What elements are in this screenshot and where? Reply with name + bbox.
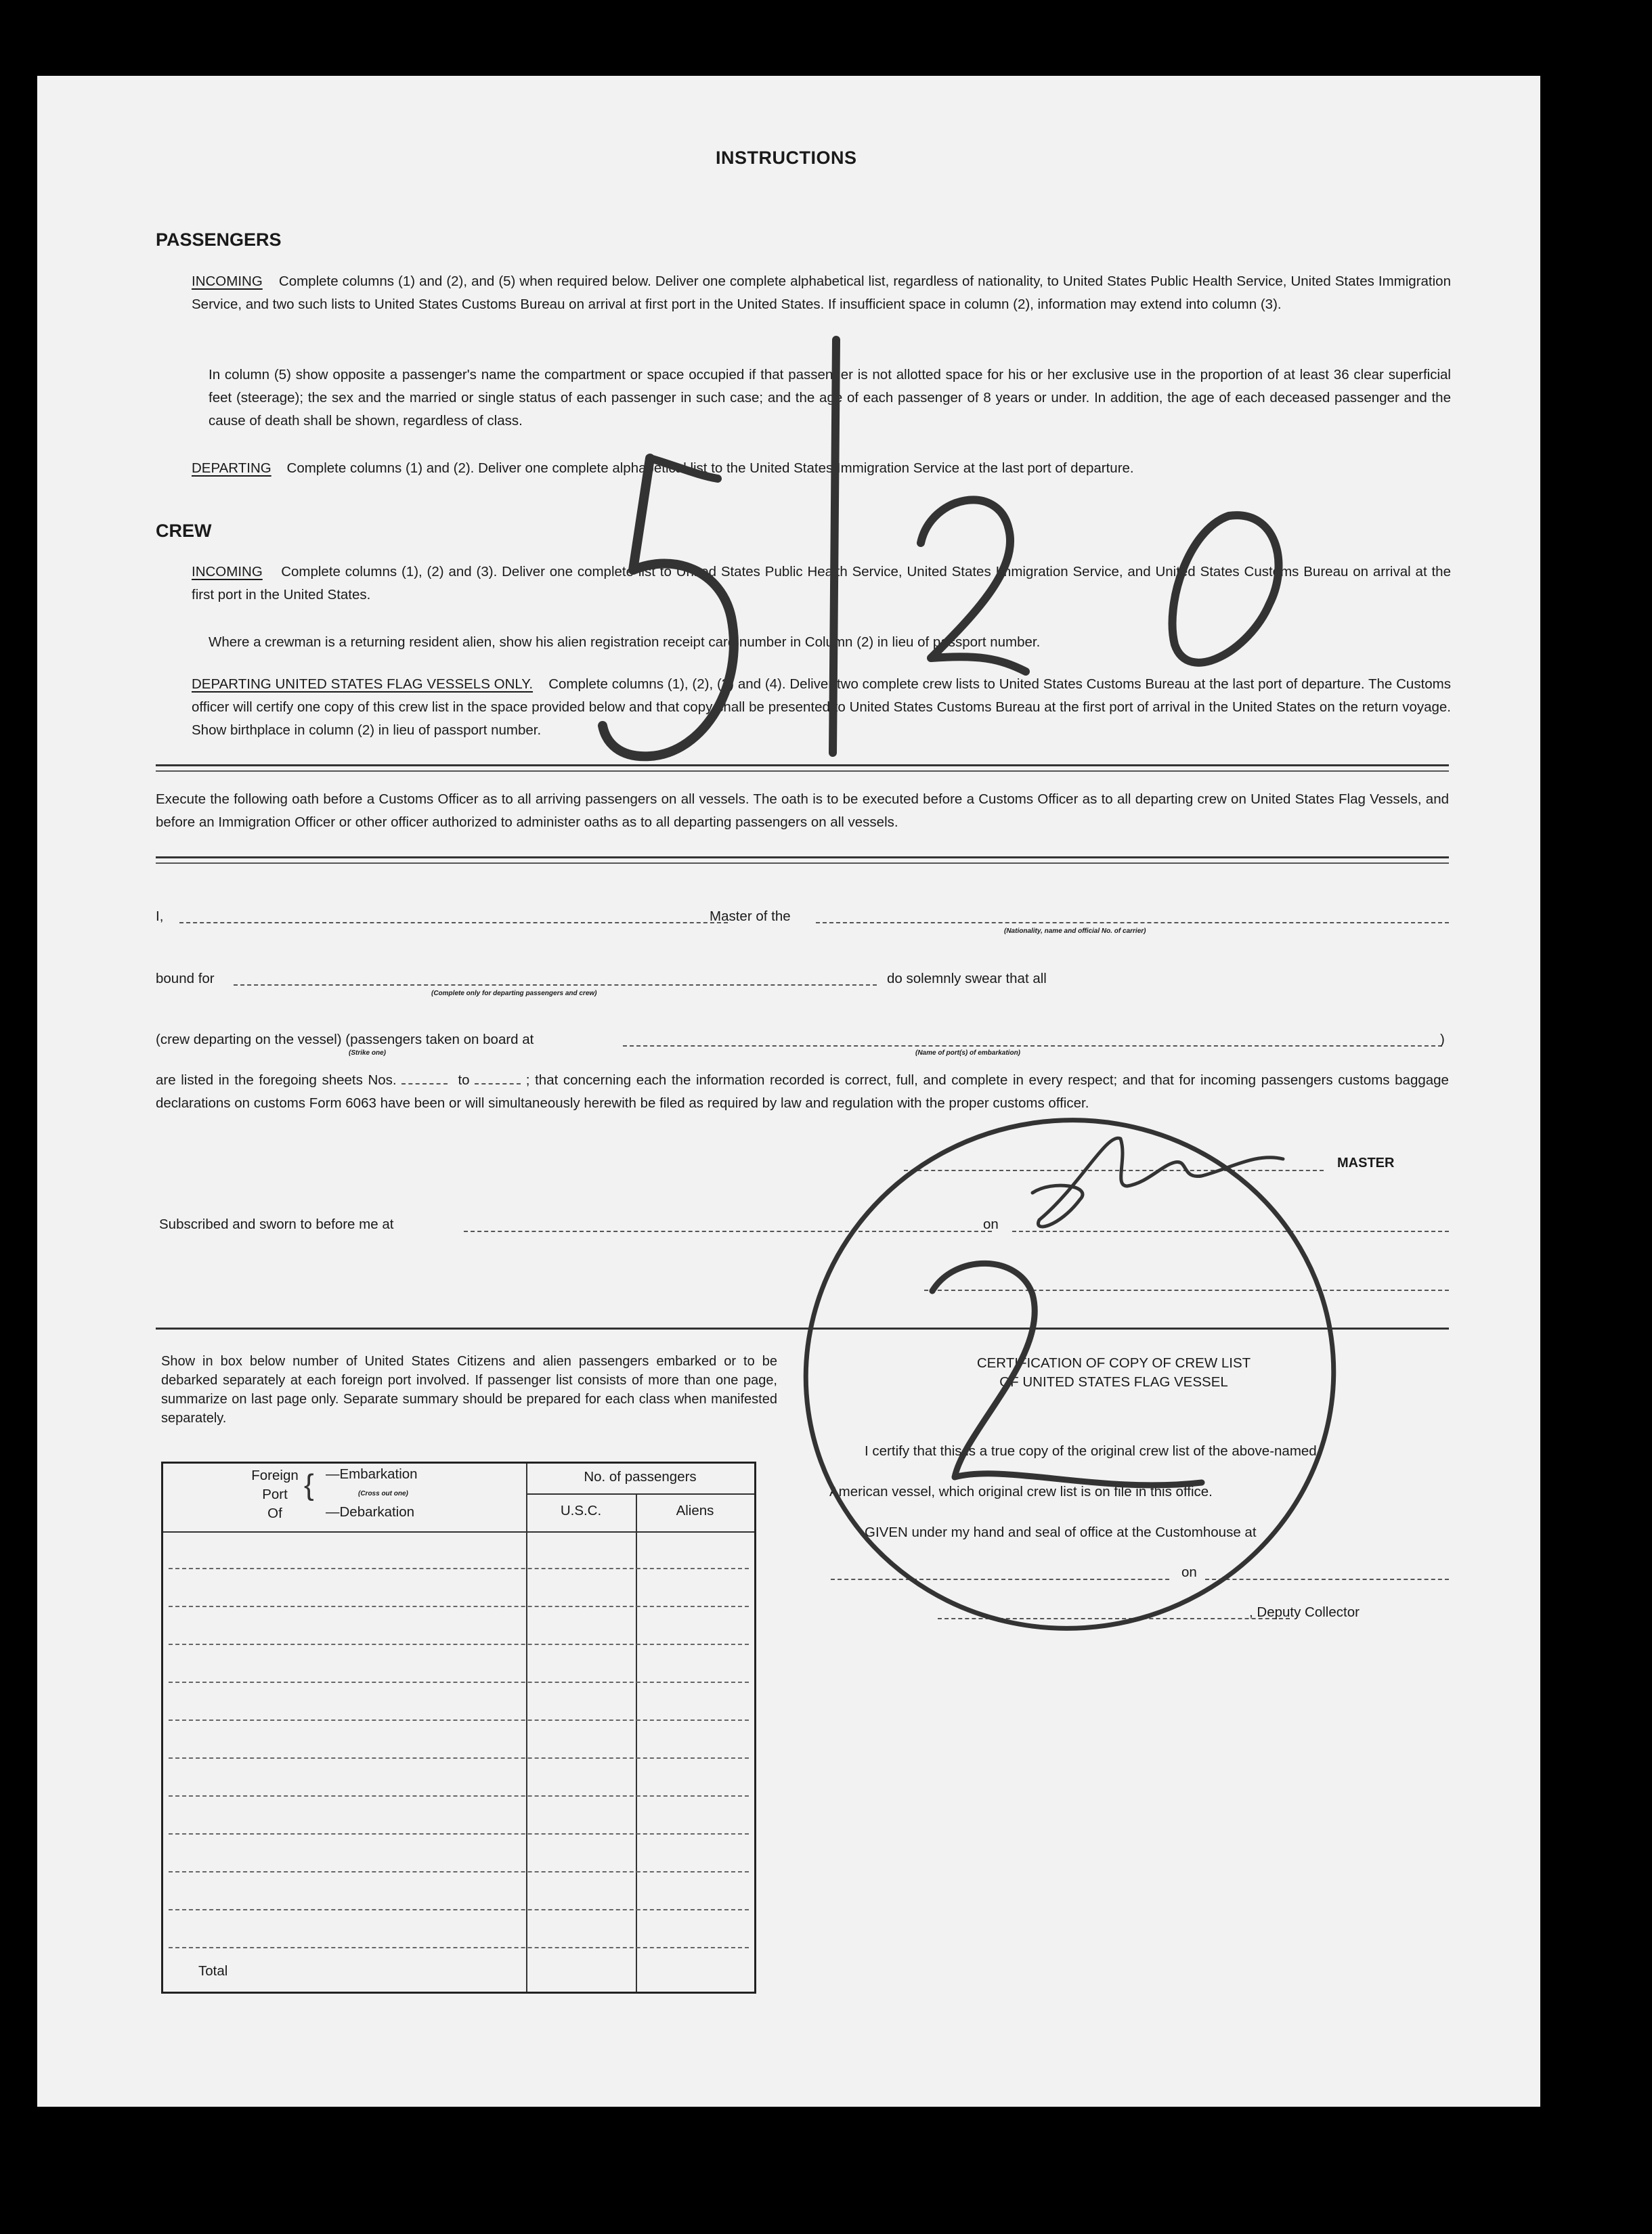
- certification-line-3: GIVEN under my hand and seal of office at the Customhouse at: [865, 1525, 1257, 1540]
- embarkation-option[interactable]: —Embarkation: [326, 1466, 418, 1482]
- crew-departing-label: DEPARTING UNITED STATES FLAG VESSELS ONLY.: [192, 676, 534, 692]
- column5-paragraph: In column (5) show opposite a passenger's name the compartment or space occupied if that passenger is not allotted space for his or her exclusive use in the proportion of at least 36 clear superficial feet (steerage); the sex and the married or single status of each passenger in such case; and the age of each passenger of 8 years or under. In addition, the age of each deceased passenger and the cause of death shall be shown, regardless of class.: [209, 367, 1451, 429]
- foreign-word: Foreign: [251, 1468, 299, 1483]
- certification-line-2: American vessel, which original crew list is on file in this office.: [829, 1484, 1213, 1499]
- carrier-note: (Nationality, name and official No. of carrier): [1004, 927, 1146, 935]
- oath-i-label: I,: [156, 908, 164, 924]
- oath-intro: Execute the following oath before a Customs Officer as to all arriving passengers on all vessels. The oath is to be executed before a Customs Officer as to all departing crew on United States Flag Vessels, and before an Immigration Officer or other officer authorized to administer oaths as to all departing passengers on all vessels.: [156, 791, 1449, 830]
- crew-departing-label: (crew departing on the vessel) (passengers taken on board at: [156, 1032, 534, 1047]
- summary-instructions: Show in box below number of United States Citizens and alien passengers embarked or to be debarked separately at each foreign port involved. If passenger list consists of more than one page, summarize on last page only. Separate summary should be prepared for each class when manifested separately.: [161, 1354, 777, 1426]
- total-label: Total: [198, 1963, 228, 1979]
- debarkation-option[interactable]: —Debarkation: [326, 1504, 415, 1520]
- listed-text-b: ; that concerning each the information recorded is correct, full, and complete in every respect; and that for incoming passengers customs baggage declarations on customs Form 6063 have been or will simultaneously herewith be filed as required by law and regulation with the proper customs officer.: [156, 1072, 1449, 1111]
- ports-note: (Name of port(s) of embarkation): [915, 1049, 1021, 1057]
- crewman-paragraph: Where a crewman is a returning resident alien, show his alien registration receipt card number in Column (2) in lieu of passport number.: [209, 634, 1041, 650]
- certification-line-1: I certify that this is a true copy of the original crew list of the above-named: [865, 1443, 1317, 1459]
- swear-label: do solemnly swear that all: [887, 971, 1047, 986]
- page-title: INSTRUCTIONS: [716, 148, 857, 168]
- certification-on-label: on: [1181, 1564, 1197, 1580]
- circled-number-2: [773, 1086, 1367, 1662]
- passengers-heading: PASSENGERS: [156, 229, 282, 250]
- passengers-incoming-text: Complete columns (1) and (2), and (5) when required below. Deliver one complete alphabetical list, regardless of nationality, to United States Public Health Service, United States Immigration Service, and two such lists to United States Customs Bureau on arrival at first port in the United States. If insufficient space in column (2), information may extend into column (3).: [192, 273, 1451, 312]
- passengers-departing-label: DEPARTING: [192, 460, 271, 476]
- certification-heading-1: CERTIFICATION OF COPY OF CREW LIST: [976, 1355, 1251, 1371]
- subscribed-label: Subscribed and sworn to before me at: [159, 1217, 394, 1232]
- listed-text-a: are listed in the foregoing sheets Nos.: [156, 1072, 397, 1088]
- passengers-departing-text: Complete columns (1) and (2). Deliver one complete alphabetical list to the United States Immigration Service at the last port of departure.: [286, 460, 1134, 476]
- aliens-header: Aliens: [676, 1503, 714, 1518]
- crew-departing-text: Complete columns (1), (2), (3) and (4). Deliver two complete crew lists to United States Customs Bureau at the last port of departure. The Customs officer will certify one copy of this crew list in the space provided below and that copy shall be presented to United States Customs Bureau at the first port of arrival in the United States on the return voyage. Show birthplace in column (2) in lieu of passport number.: [192, 676, 1451, 738]
- certification-heading-2: OF UNITED STATES FLAG VESSEL: [999, 1374, 1228, 1390]
- bound-note: (Complete only for departing passengers and crew): [431, 990, 597, 997]
- no-passengers-header: No. of passengers: [584, 1469, 697, 1485]
- master-of-label: Master of the: [710, 908, 791, 924]
- handwriting-overlay: [37, 76, 1540, 2107]
- usc-header: U.S.C.: [560, 1503, 602, 1518]
- crew-incoming-text: Complete columns (1), (2) and (3). Deliver one complete list to United States Public Health Service, United States Immigration Service, and United States Customs Bureau on arrival at the first port in the United States.: [192, 564, 1451, 603]
- sworn-on-label: on: [983, 1217, 999, 1232]
- port-word: Port: [262, 1487, 288, 1502]
- master-label: MASTER: [1337, 1156, 1395, 1170]
- large-number-5-20: [603, 340, 1279, 756]
- strike-note: (Strike one): [349, 1049, 387, 1057]
- crew-heading: CREW: [156, 521, 212, 541]
- crew-incoming-label: INCOMING: [192, 564, 263, 579]
- bound-for-label: bound for: [156, 971, 215, 986]
- document-page: [37, 76, 1540, 2107]
- brace: {: [304, 1468, 314, 1502]
- close-paren: ): [1440, 1032, 1445, 1047]
- cross-out-note: (Cross out one): [358, 1490, 408, 1497]
- listed-to: to: [458, 1072, 470, 1088]
- of-word: Of: [267, 1506, 282, 1521]
- handwritten-values: [667, 1308, 668, 1309]
- deputy-collector-label: , Deputy Collector: [1249, 1604, 1360, 1620]
- passengers-incoming-label: INCOMING: [192, 273, 263, 289]
